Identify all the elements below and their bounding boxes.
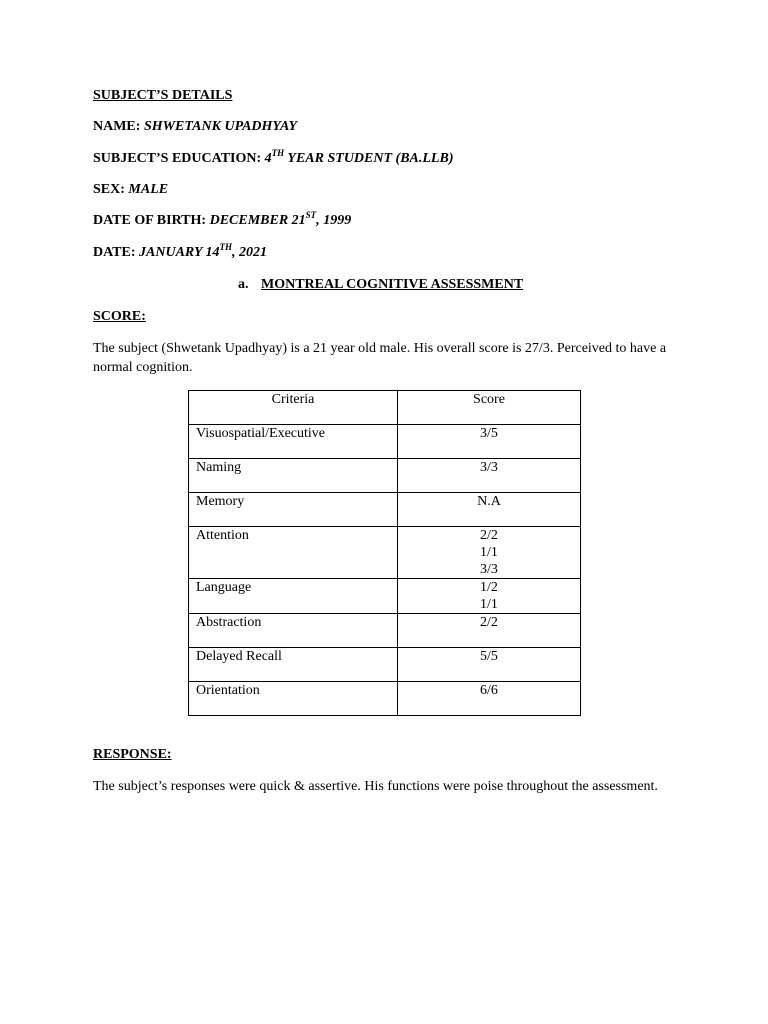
score-heading: SCORE: bbox=[93, 309, 146, 324]
date-label: DATE: bbox=[93, 245, 136, 260]
dob-line bbox=[93, 210, 352, 229]
criteria-cell: Visuospatial/Executive bbox=[189, 425, 398, 459]
score-value: 1/1 bbox=[480, 597, 498, 612]
table-row bbox=[189, 614, 581, 648]
score-value: 1/2 bbox=[480, 580, 498, 595]
sex-line bbox=[93, 182, 168, 198]
score-cell bbox=[398, 648, 581, 682]
dob-value bbox=[209, 210, 352, 228]
dob-rest: , 1999 bbox=[316, 213, 352, 228]
education-number: 4 bbox=[264, 151, 272, 166]
education-value bbox=[264, 148, 454, 166]
date-value bbox=[139, 242, 268, 260]
dob-label: DATE OF BIRTH: bbox=[93, 213, 207, 228]
response-paragraph: The subject’s responses were quick & assertive. His functions were poise throughout the assessment. bbox=[93, 779, 658, 794]
criteria-cell: Abstraction bbox=[189, 614, 398, 648]
score-value: 6/6 bbox=[480, 683, 498, 698]
name-value: SHWETANK UPADHYAY bbox=[143, 119, 298, 134]
criteria-cell: Orientation bbox=[189, 682, 398, 716]
education-line bbox=[93, 148, 454, 167]
table-header-row bbox=[189, 391, 581, 425]
criteria-cell: Delayed Recall bbox=[189, 648, 398, 682]
score-paragraph: The subject (Shwetank Upadhyay) is a 21 year old male. His overall score is 27/3. Perceived to have a normal cognition. bbox=[93, 341, 667, 375]
criteria-cell: Naming bbox=[189, 459, 398, 493]
score-value: 3/3 bbox=[480, 562, 498, 577]
score-cell bbox=[398, 459, 581, 493]
date-rest: , 2021 bbox=[232, 245, 268, 260]
score-cell bbox=[398, 493, 581, 527]
table-row bbox=[189, 425, 581, 459]
score-value: 2/2 bbox=[480, 615, 498, 630]
score-cell bbox=[398, 425, 581, 459]
table-row bbox=[189, 459, 581, 493]
section-title-line bbox=[238, 277, 523, 293]
score-cell bbox=[398, 579, 581, 614]
table-row bbox=[189, 527, 581, 579]
table-row bbox=[189, 682, 581, 716]
date-suffix: TH bbox=[219, 242, 233, 252]
table-row bbox=[189, 648, 581, 682]
date-main: JANUARY 14 bbox=[139, 245, 220, 260]
header-criteria: Criteria bbox=[189, 391, 398, 425]
education-label: SUBJECT’S EDUCATION: bbox=[93, 151, 262, 166]
table-row bbox=[189, 493, 581, 527]
score-value: N.A bbox=[477, 494, 501, 509]
score-value: 3/3 bbox=[480, 460, 498, 475]
score-value: 3/5 bbox=[480, 426, 498, 441]
score-cell bbox=[398, 614, 581, 648]
date-line bbox=[93, 242, 268, 261]
education-rest: YEAR STUDENT (BA.LLB) bbox=[287, 151, 454, 166]
score-cell bbox=[398, 682, 581, 716]
score-cell bbox=[398, 527, 581, 579]
criteria-cell: Language bbox=[189, 579, 398, 614]
score-value: 5/5 bbox=[480, 649, 498, 664]
subject-details-heading: SUBJECT’S DETAILS bbox=[93, 88, 233, 103]
response-heading: RESPONSE: bbox=[93, 747, 172, 762]
dob-main: DECEMBER 21 bbox=[209, 213, 306, 228]
criteria-cell: Memory bbox=[189, 493, 398, 527]
education-suffix: TH bbox=[271, 148, 285, 158]
header-score: Score bbox=[398, 391, 581, 425]
dob-suffix: ST bbox=[305, 210, 317, 220]
score-value: 2/2 bbox=[480, 528, 498, 543]
score-table bbox=[188, 390, 581, 716]
criteria-cell: Attention bbox=[189, 527, 398, 579]
score-value: 1/1 bbox=[480, 545, 498, 560]
name-label: NAME: bbox=[93, 119, 141, 134]
sex-value: MALE bbox=[128, 182, 169, 197]
section-title: MONTREAL COGNITIVE ASSESSMENT bbox=[261, 277, 524, 292]
sex-label: SEX: bbox=[93, 182, 125, 197]
name-line bbox=[93, 119, 297, 135]
table-row bbox=[189, 579, 581, 614]
section-marker: a. bbox=[238, 277, 249, 292]
